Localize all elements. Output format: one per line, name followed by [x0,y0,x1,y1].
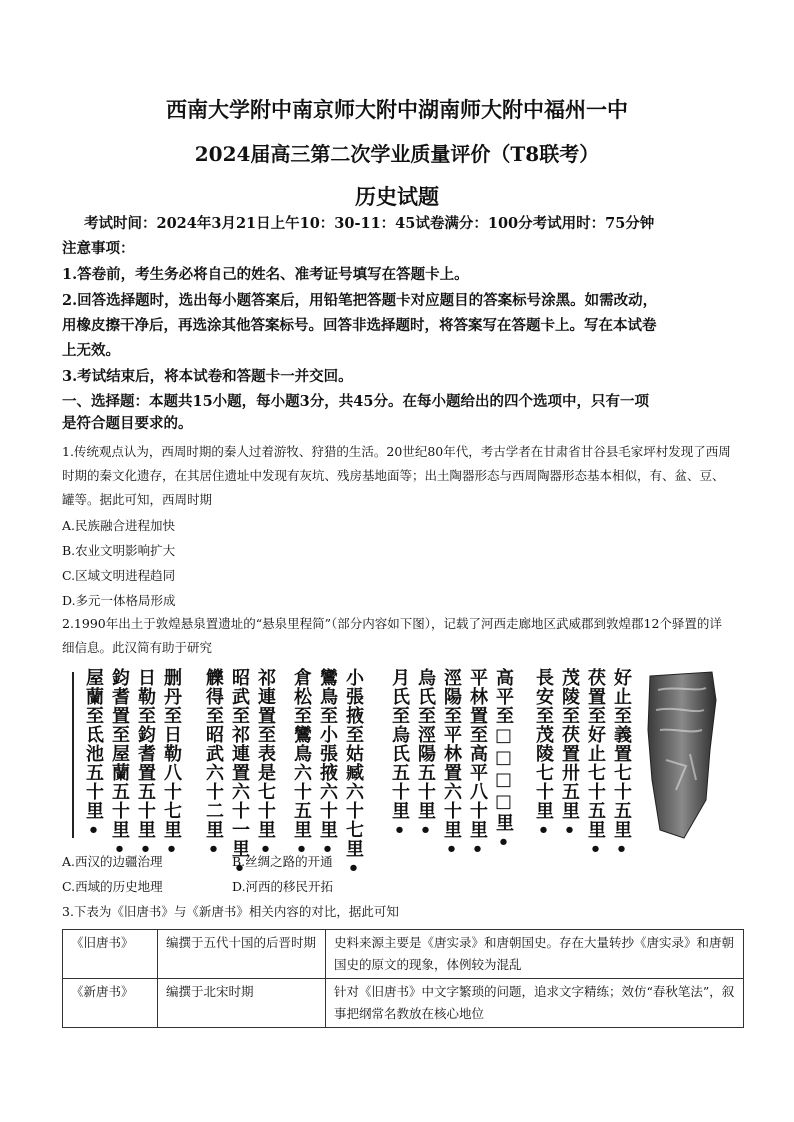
slip-g1-line-3: 日勒至鈞耆置五十里• [135,668,156,861]
question-2-option-d: D.河西的移民开拓 [232,879,334,894]
exam-title: 2024届高三第二次学业质量评价（T8联考） [194,142,600,166]
slip-g1-line-2: 鈞耆置至屋蘭五十里• [109,668,130,861]
question-1-stem: 1.传统观点认为，西周时期的秦人过着游牧、狩猎的生活。20世纪80年代，考古学者在甘肃省甘谷县毛家坪村发现了西周时期的秦文化遗存，在其居住遗址中发现有灰坑、残房基地面等；出土陶器形态与西周陶器形态基本相似，有、盆、豆、罐等。据此可知，西周时期 [62,444,731,507]
slip-g3-line-2: 鸞鳥至小張掖六十里• [317,668,338,861]
slip-g5-line-3: 涇陽至平林置六十里• [441,668,462,861]
slip-g4-line-1: 長安至茂陵七十里• [533,668,554,842]
question-1-option-c: C.区域文明进程趋同 [62,568,176,583]
note-2-line-2: 用橡皮擦干净后，再选涂其他答案标号。回答非选择题时，将答案写在答题卡上。写在本试卷 [62,317,657,334]
slip-g3-line-3: 小張掖至姑臧六十七里• [343,668,364,880]
table-cell-description: 针对《旧唐书》中文字繁琐的问题，追求文字精练；效仿“春秋笔法”，叙事把纲常名教放在核心地位 [326,979,744,1028]
table-cell-description: 史料来源主要是《唐实录》和唐朝国史。存在大量转抄《唐实录》和唐朝国史的原文的现象，体例较为混乱 [326,930,744,979]
note-2-line-3: 上无效。 [62,342,120,359]
school-names: 西南大学附中南京师大附中湖南师大附中福州一中 [166,97,628,122]
slip-g3-line-1: 倉松至鸞鳥六十五里• [291,668,312,861]
section-1-heading-line-2: 是符合题目要求的。 [62,415,193,432]
table-cell-period: 编撰于北宋时期 [158,979,326,1028]
note-1: 1.答卷前，考生务必将自己的姓名、准考证号填写在答题卡上。 [62,266,469,283]
question-3-stem: 3.下表为《旧唐书》与《新唐书》相关内容的对比，据此可知 [62,904,399,919]
slip-g2-line-1: 觻得至昭武六十二里• [203,668,224,861]
note-3: 3.考试结束后，将本试卷和答题卡一并交回。 [62,368,353,385]
table-cell-period: 编撰于五代十国的后晋时期 [158,930,326,979]
table-row [63,979,744,1028]
question-2-stem: 2.1990年出土于敦煌悬泉置遗址的“悬泉里程简”（部分内容如下图），记载了河西走廊地区武威郡到敦煌郡12个驿置的详细信息。此汉简有助于研究 [62,616,722,655]
question-1-option-a: A.民族融合进程加快 [62,518,176,533]
table-row [63,930,744,979]
note-2-line-1: 2.回答选择题时，选出每小题答案后，用铅笔把答题卡对应题目的答案标号涂黑。如需改动， [62,292,658,309]
exam-time-info: 考试时间：2024年3月21日上午10：30-11：45试卷满分：100分考试用时：75分钟 [84,215,655,232]
slip-g1-line-1: 屋蘭至氐池五十里• [83,668,104,842]
slip-g5-line-2: 烏氏至涇陽五十里• [415,668,436,842]
question-2-option-b: B.丝绸之路的开通 [232,854,333,869]
section-1-heading-line-1: 一、选择题：本题共15小题，每小题3分，共45分。在每小题给出的四个选项中，只有一项 [62,393,649,410]
subject-title: 历史试题 [355,184,439,209]
slip-g4-line-2: 茂陵至茯置卅五里• [559,668,580,842]
slip-g4-line-4: 好止至義置七十五里• [611,668,632,861]
notes-heading: 注意事项： [62,240,135,257]
bamboo-slip-photo [646,670,718,842]
slip-g2-line-2: 昭武至祁連置六十一里• [229,668,250,880]
table-cell-book: 《旧唐书》 [63,930,158,979]
question-1-option-d: D.多元一体格局形成 [62,593,176,608]
slip-group-border-left [72,672,74,838]
tang-books-comparison-table [62,929,744,1028]
slip-g5-line-4: 平林置至高平八十里• [467,668,488,861]
slip-g5-line-5: 高平至□□□□里• [493,668,514,854]
question-2-option-a: A.西汉的边疆治理 [62,854,163,869]
slip-g1-line-4: 删丹至日勒八十七里• [161,668,182,861]
table-cell-book: 《新唐书》 [63,979,158,1028]
slip-g2-line-3: 祁連置至表是七十里• [255,668,276,861]
question-2-option-c: C.西域的历史地理 [62,879,163,894]
slip-g5-line-1: 月氏至烏氏五十里• [389,668,410,842]
slip-g4-line-3: 茯置至好止七十五里• [585,668,606,861]
question-1-option-b: B.农业文明影响扩大 [62,543,176,558]
